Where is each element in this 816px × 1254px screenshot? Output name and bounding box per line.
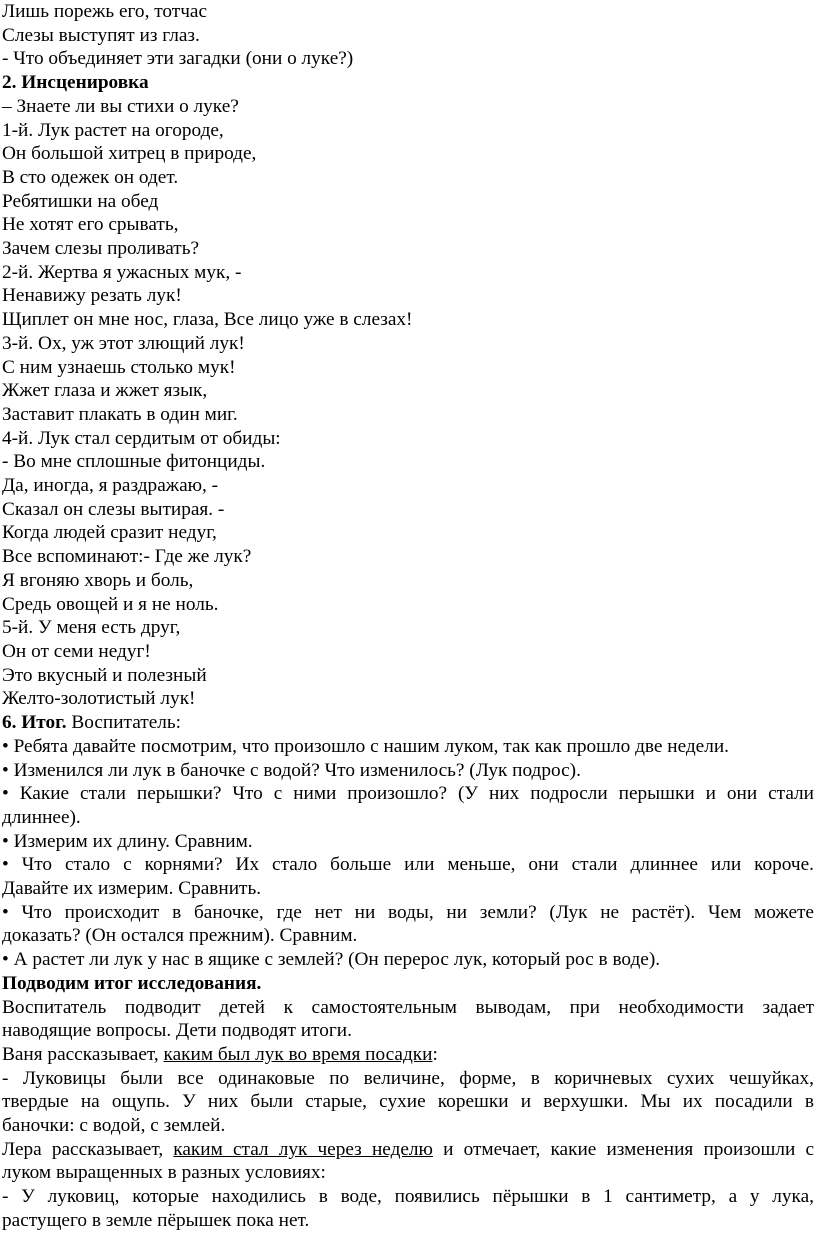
research-summary-heading: Подводим итог исследования. xyxy=(2,972,262,994)
section-6-heading xyxy=(2,711,814,735)
poem-line: Желто-золотистый лук! xyxy=(2,688,196,710)
poem-line: Он от семи недуг! xyxy=(2,640,151,662)
underlined-phrase: каким был лук во время посадки xyxy=(163,1043,433,1065)
poem-line: Сказал он слезы вытирая. - xyxy=(2,498,225,520)
poem-line: Это вкусный и полезный xyxy=(2,664,207,686)
poem-line: Я вгоняю хворь и боль, xyxy=(2,569,194,591)
section-6-lead: Воспитатель: xyxy=(66,712,182,734)
paragraph-line: твердые на ощупь. У них были старые, сухие корешки и верхушки. Мы их посадили в xyxy=(2,1091,814,1113)
poem-line: Ребятишки на обед xyxy=(2,190,159,212)
bullet-item: • Изменился ли лук в баночке с водой? Что изменилось? (Лук подрос). xyxy=(2,759,581,781)
bullet-item: • Какие стали перышки? Что с ними произошло? (У них подросли перышки и они стали xyxy=(2,783,814,805)
bullet-item-cont: длиннее). xyxy=(2,806,81,828)
summary-bullets xyxy=(2,735,814,972)
paragraph-line: - У луковиц, которые находились в воде, появились пёрышки в 1 сантиметр, а у лука, xyxy=(2,1186,814,1208)
lera-line: Лера рассказывает, каким стал лук через неделю и отмечает, какие изменения произошли с xyxy=(2,1138,815,1160)
poem-line: Щиплет он мне нос, глаза, Все лицо уже в слезах! xyxy=(2,309,413,331)
section-6-title: 6. Итог. xyxy=(2,712,67,734)
poem-line: Все вспоминают:- Где же лук? xyxy=(2,546,252,568)
poem-line: Когда людей сразит недуг, xyxy=(2,522,217,544)
poem-line: Заставит плакать в один миг. xyxy=(2,403,238,425)
paragraph-line: Воспитатель подводит детей к самостоятельным выводам, при необходимости задает xyxy=(2,996,814,1018)
poem-line: 2-й. Жертва я ужасных мук, - xyxy=(2,261,242,283)
poem-line: 4-й. Лук стал сердитым от обиды: xyxy=(2,427,281,449)
bullet-item-cont: доказать? (Он остался прежним). Сравним. xyxy=(2,925,358,947)
poem-line: Да, иногда, я раздражаю, - xyxy=(2,475,219,497)
bullet-item: • Измерим их длину. Сравним. xyxy=(2,830,253,852)
poem-line: В сто одежек он одет. xyxy=(2,166,179,188)
bullet-item: • Что стало с корнями? Их стало больше или меньше, они стали длиннее или короче. xyxy=(2,854,814,876)
bullet-item-cont: Давайте их измерим. Сравнить. xyxy=(2,878,262,900)
section-2-question: – Знаете ли вы стихи о луке? xyxy=(2,95,239,117)
section-2-heading: 2. Инсценировка xyxy=(2,72,149,94)
poem-line: 1-й. Лук растет на огороде, xyxy=(2,119,224,141)
poem-line: Средь овощей и я не ноль. xyxy=(2,593,219,615)
paragraph-line: баночки: с водой, с землей. xyxy=(2,1115,226,1137)
paragraph-line: растущего в земле пёрышек пока нет. xyxy=(2,1209,310,1231)
poem-line: Ненавижу резать лук! xyxy=(2,285,182,307)
poem-line: Не хотят его срывать, xyxy=(2,214,179,236)
paragraph-line: луком выращенных в разных условиях: xyxy=(2,1162,326,1184)
bullet-item: • Что происходит в баночке, где нет ни воды, ни земли? (Лук не растёт). Чем можете xyxy=(2,901,814,923)
bullet-item: • Ребята давайте посмотрим, что произошло с нашим луком, так как прошло две недели. xyxy=(2,735,729,757)
poem-line: С ним узнаешь столько мук! xyxy=(2,356,236,378)
underlined-phrase: каким стал лук через неделю xyxy=(173,1138,433,1160)
paragraph-line: - Луковицы были все одинаковые по величине, форме, в коричневых сухих чешуйках, xyxy=(2,1067,814,1089)
vanya-line: Ваня рассказывает, каким был лук во время посадки: xyxy=(2,1043,438,1065)
poem-line: 3-й. Ох, уж этот злющий лук! xyxy=(2,332,245,354)
riddle-question: - Что объединяет эти загадки (они о луке?) xyxy=(2,48,354,70)
poem-line: - Во мне сплошные фитонциды. xyxy=(2,451,266,473)
riddle-line: Слезы выступят из глаз. xyxy=(2,24,200,46)
poem-line: Зачем слезы проливать? xyxy=(2,238,200,260)
riddle-line: Лишь порежь его, тотчас xyxy=(2,1,208,22)
poem xyxy=(2,119,814,712)
poem-line: Жжет глаза и жжет язык, xyxy=(2,380,208,402)
bullet-item: • А растет ли лук у нас в ящике с землей? (Он перерос лук, который рос в воде). xyxy=(2,949,661,971)
poem-line: 5-й. У меня есть друг, xyxy=(2,617,181,639)
paragraph-line: наводящие вопросы. Дети подводят итоги. xyxy=(2,1020,352,1042)
poem-line: Он большой хитрец в природе, xyxy=(2,143,257,165)
